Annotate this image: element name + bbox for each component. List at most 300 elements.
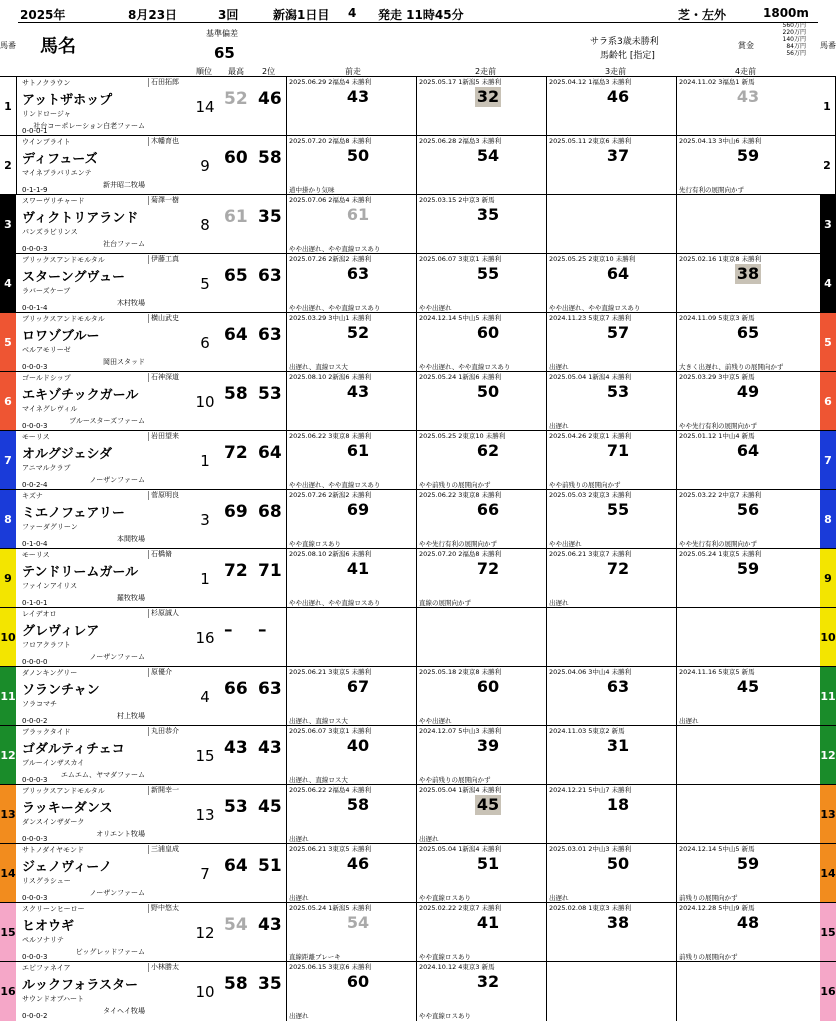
- race-info: 2025.04.26 2東京1 未勝利: [549, 432, 632, 440]
- second-figure: 63: [258, 679, 282, 699]
- best-figure: 64: [224, 856, 248, 876]
- horse-row: [0, 961, 836, 1021]
- race-figure: 49: [736, 382, 760, 401]
- horse-name: ゴダルティチェコ: [22, 742, 125, 757]
- race-figure: 37: [606, 146, 630, 165]
- horse-number-right: 2: [819, 136, 836, 195]
- year: 2025年: [20, 8, 66, 22]
- prev2-col-label: 2走前: [475, 67, 497, 76]
- owner-name: ビッグレッドファーム: [75, 948, 145, 956]
- race-info: 2024.12.07 5中山3 未勝利: [419, 727, 502, 735]
- best-figure: 69: [224, 502, 248, 522]
- owner-name: 村上牧場: [117, 712, 145, 720]
- race-figure: 53: [606, 382, 630, 401]
- horse-name: ソランチャン: [22, 683, 100, 698]
- race-cell: [676, 667, 807, 726]
- race-note: 出遅れ: [289, 1012, 309, 1020]
- race-note: やや直線ロスあり: [419, 953, 471, 961]
- race-note: やや前残りの展開向かず: [419, 776, 491, 784]
- race-info: 2024.12.14 5中山5 新馬: [679, 845, 755, 853]
- horse-row: [0, 135, 836, 195]
- race-cell: [546, 77, 677, 136]
- horse-row: [0, 725, 836, 785]
- num-label-right: 馬番: [820, 41, 836, 50]
- horse-number-left: 7: [0, 431, 16, 490]
- race-record: 0-0-0-2: [22, 1012, 48, 1020]
- race-info: 2025.05.18 2東京8 未勝利: [419, 668, 502, 676]
- best-figure: 72: [224, 561, 248, 581]
- race-info: 2025.06.22 2福島4 未勝利: [289, 786, 372, 794]
- race-cell: [416, 254, 547, 313]
- best-figure: 54: [224, 915, 248, 935]
- race-info: 2024.11.03 5東京2 新馬: [549, 727, 625, 735]
- owner-name: ブルースターズファーム: [69, 417, 145, 425]
- race-note: 先行有利の展開向かず: [679, 186, 744, 194]
- race-cell: [416, 77, 547, 136]
- race-cell: [286, 785, 417, 844]
- horse-name: ロワゾブルー: [22, 329, 100, 344]
- horse-row: [0, 902, 836, 962]
- best-figure: 52: [224, 89, 248, 109]
- prize-label: 賞金: [738, 41, 754, 50]
- race-figure: 63: [606, 677, 630, 696]
- jockey-name: 横山武史: [148, 314, 195, 323]
- rank-value: 10: [195, 982, 215, 1001]
- horse-number-left: 16: [0, 962, 16, 1021]
- race-info: 2024.12.21 5中山7 未勝利: [549, 786, 632, 794]
- speed-block: [216, 667, 286, 726]
- race-cell: [546, 844, 677, 903]
- race-record: 0-0-0-3: [22, 776, 48, 784]
- race-info: 2025.05.03 2東京3 未勝利: [549, 491, 632, 499]
- horse-block: [18, 726, 193, 785]
- second-figure: 35: [258, 974, 282, 994]
- race-cell: [546, 667, 677, 726]
- horse-row: [0, 666, 836, 726]
- race-figure: 35: [476, 205, 500, 224]
- race-figure: 59: [736, 559, 760, 578]
- race-record: 0-0-0-3: [22, 363, 48, 371]
- horse-block: [18, 667, 193, 726]
- sire-name: キズナ: [22, 492, 43, 500]
- race-figure: 62: [476, 441, 500, 460]
- horse-row: [0, 548, 836, 608]
- race-figure: 48: [736, 913, 760, 932]
- prize-1: 560万円: [782, 22, 806, 29]
- race-cell: [416, 785, 547, 844]
- best-figure: 43: [224, 738, 248, 758]
- race-figure: 64: [736, 441, 760, 460]
- race-info: 2025.05.04 1新潟4 未勝利: [549, 373, 632, 381]
- horse-number-right: 3: [820, 195, 836, 254]
- race-figure: 64: [606, 264, 630, 283]
- second-figure: 53: [258, 384, 282, 404]
- speed-block: [216, 785, 286, 844]
- race-note: 出遅れ: [549, 894, 569, 902]
- sire-name: モーリス: [22, 551, 50, 559]
- owner-name: 社台コーポレーション白老ファーム: [33, 122, 145, 130]
- race-note: 出遅れ: [289, 835, 309, 843]
- surface: 芝・左外: [678, 8, 727, 22]
- race-info: 2025.04.13 3中山6 未勝利: [679, 137, 762, 145]
- race-figure: 58: [346, 795, 370, 814]
- horse-number-right: 6: [820, 372, 836, 431]
- race-figure: 45: [736, 677, 760, 696]
- rank-col-label: 順位: [196, 67, 212, 76]
- race-info: 2025.06.21 3東京5 未勝利: [289, 845, 372, 853]
- sire-name: ブリックスアンドモルタル: [22, 315, 105, 323]
- race-figure: 43: [346, 382, 370, 401]
- rank-value: 13: [195, 805, 215, 824]
- race-record: 0-0-0-3: [22, 953, 48, 961]
- race-info: 2025.05.24 1東京5 未勝利: [679, 550, 762, 558]
- horse-row: [0, 194, 836, 254]
- race-info: 2025.06.21 3東京5 未勝利: [289, 668, 372, 676]
- horse-number-right: 4: [820, 254, 836, 313]
- speed-block: [216, 608, 286, 667]
- race-note: 出遅れ: [419, 835, 439, 843]
- race-cell: [546, 372, 677, 431]
- second-figure: 68: [258, 502, 282, 522]
- rank-value: 14: [195, 97, 215, 116]
- race-cell: [676, 490, 807, 549]
- race-note: やや出遅れ: [419, 717, 452, 725]
- race-note: やや出遅れ: [419, 304, 452, 312]
- sire-name: ブリックスアンドモルタル: [22, 256, 105, 264]
- horse-name: スターングヴュー: [22, 270, 125, 285]
- race-figure: 57: [606, 323, 630, 342]
- race-cell: [416, 667, 547, 726]
- race-note: 前残りの展開向かず: [679, 953, 738, 961]
- owner-name: ノーザンファーム: [89, 889, 145, 897]
- jockey-name: 石神深道: [148, 373, 195, 382]
- race-info: 2025.06.15 3東京6 未勝利: [289, 963, 372, 971]
- race-cell: [286, 903, 417, 962]
- sire-name: スワーヴリチャード: [22, 197, 85, 205]
- horse-number-left: 4: [0, 254, 16, 313]
- second-figure: 64: [258, 443, 282, 463]
- horse-number-right: 8: [820, 490, 836, 549]
- race-cell: [416, 549, 547, 608]
- horse-row: [0, 843, 836, 903]
- race-figure: 61: [346, 441, 370, 460]
- race-figure: 32: [476, 972, 500, 991]
- owner-name: 社台ファーム: [103, 240, 145, 248]
- dam-name: リンドロージャ: [22, 110, 71, 118]
- race-info: 2025.05.04 1新潟4 未勝利: [419, 845, 502, 853]
- horse-block: [18, 785, 193, 844]
- race-note: 大きく出遅れ、前残りの展開向かず: [679, 363, 784, 371]
- horse-block: [18, 490, 193, 549]
- race-record: 0-0-1-4: [22, 304, 48, 312]
- rank-value: 12: [195, 923, 215, 942]
- speed-block: [216, 903, 286, 962]
- owner-name: オリエント牧場: [96, 830, 145, 838]
- speed-block: [216, 254, 286, 313]
- sire-name: エピファネイア: [22, 964, 71, 972]
- prev3-col-label: 3走前: [605, 67, 627, 76]
- second-figure: 51: [258, 856, 282, 876]
- dam-name: ラバーズケーブ: [22, 287, 71, 295]
- dam-name: ベルアモリーゼ: [22, 346, 71, 354]
- race-note: 道中掛かり気味: [289, 186, 335, 194]
- race-note: 出遅れ: [549, 422, 569, 430]
- second-figure: 63: [258, 266, 282, 286]
- horse-number-left: 12: [0, 726, 16, 785]
- race-info: 2024.11.02 3福島1 新馬: [679, 78, 755, 86]
- rank-value: 9: [200, 156, 210, 175]
- race-info: 2025.05.11 2東京6 未勝利: [549, 137, 632, 145]
- base-value-label: 基準偏差: [206, 29, 238, 38]
- best-col-label: 最高: [228, 67, 244, 76]
- horse-name: ラッキーダンス: [22, 801, 113, 816]
- jockey-name: 石田拓郎: [148, 78, 195, 87]
- jockey-name: 丸田恭介: [148, 727, 195, 736]
- dam-name: ブルーインザスカイ: [22, 759, 85, 767]
- race-cell: [286, 195, 417, 254]
- horse-name: ジェノヴィーノ: [22, 860, 112, 875]
- race-cell-empty: [676, 962, 807, 1021]
- race-figure: 43: [346, 87, 370, 106]
- jockey-name: 菅原明良: [148, 491, 195, 500]
- race-info: 2025.06.07 3東京1 未勝利: [419, 255, 502, 263]
- race-figure: 41: [346, 559, 370, 578]
- jockey-name: 木幡育也: [148, 137, 195, 146]
- horse-block: [18, 136, 193, 195]
- horse-name: グレヴィレア: [22, 624, 100, 639]
- race-cell: [546, 313, 677, 372]
- race-cell: [286, 844, 417, 903]
- rank-value: 1: [200, 451, 210, 470]
- race-figure: 59: [736, 854, 760, 873]
- best-figure: 66: [224, 679, 248, 699]
- race-cell: [286, 254, 417, 313]
- race-cell: [676, 844, 807, 903]
- horse-number-right: 12: [820, 726, 836, 785]
- horse-number-right: 1: [819, 77, 836, 136]
- horse-row: [0, 371, 836, 431]
- race-info: 2024.10.12 4東京3 新馬: [419, 963, 495, 971]
- second-figure: 63: [258, 325, 282, 345]
- dam-name: ファーダグリーン: [22, 523, 78, 531]
- horse-number-left: 11: [0, 667, 16, 726]
- race-figure: 72: [606, 559, 630, 578]
- race-cell: [676, 903, 807, 962]
- race-info: 2025.04.12 1福島3 未勝利: [549, 78, 632, 86]
- race-cell-empty: [416, 608, 547, 667]
- jockey-name: 原優介: [148, 668, 195, 677]
- race-info: 2025.05.04 1新潟4 未勝利: [419, 786, 502, 794]
- second-figure: 58: [258, 148, 282, 168]
- rank-value: 16: [195, 628, 215, 647]
- race-note: 出遅れ、直線ロス大: [289, 717, 348, 725]
- jockey-name: 三浦皇成: [148, 845, 195, 854]
- jockey-name: 小林勝太: [148, 963, 195, 972]
- second-col-label: 2位: [262, 67, 276, 76]
- race-record: 0-1-0-4: [22, 540, 48, 548]
- distance: 1800m: [763, 6, 809, 20]
- horse-number-right: 9: [820, 549, 836, 608]
- kai: 3回: [218, 8, 239, 22]
- race-note: やや出遅れ、やや直線ロスあり: [419, 363, 511, 371]
- race-cell: [676, 549, 807, 608]
- speed-block: [216, 844, 286, 903]
- race-cell: [286, 313, 417, 372]
- horse-row: [0, 253, 836, 313]
- race-note: やや直線ロスあり: [289, 540, 341, 548]
- race-figure: 63: [346, 264, 370, 283]
- horse-block: [18, 608, 193, 667]
- race-figure: 39: [476, 736, 500, 755]
- rank-value: 3: [200, 510, 210, 529]
- race-info: 2025.02.22 2東京7 未勝利: [419, 904, 502, 912]
- race-cell: [676, 313, 807, 372]
- rank-value: 15: [195, 746, 215, 765]
- prev1-col-label: 前走: [345, 67, 361, 76]
- horse-block: [18, 254, 193, 313]
- race-info: 2025.07.06 2福島4 未勝利: [289, 196, 372, 204]
- owner-name: 木村牧場: [117, 299, 145, 307]
- race-figure: 45: [476, 795, 500, 814]
- race-cell-empty: [546, 962, 677, 1021]
- rank-value: 4: [200, 687, 210, 706]
- second-figure: 43: [258, 738, 282, 758]
- second-figure: –: [258, 620, 267, 640]
- race-info: 2025.03.29 3中山1 未勝利: [289, 314, 372, 322]
- race-cell: [416, 490, 547, 549]
- base-value: 65: [214, 44, 235, 62]
- horse-name: ヒオウギ: [22, 919, 75, 934]
- race-cell-empty: [546, 608, 677, 667]
- rank-value: 5: [200, 274, 210, 293]
- race-record: 0-0-2-4: [22, 481, 48, 489]
- dam-name: パンズラビリンス: [22, 228, 78, 236]
- best-figure: 60: [224, 148, 248, 168]
- race-cell: [676, 254, 807, 313]
- race-record: 0-0-0-0: [22, 658, 48, 666]
- race-class: サラ系3歳未勝利: [590, 37, 659, 47]
- race-figure: 54: [346, 913, 370, 932]
- horse-row: [0, 312, 836, 372]
- race-note: やや直線ロスあり: [419, 894, 471, 902]
- race-note: 出遅れ: [679, 717, 699, 725]
- speed-block: [216, 490, 286, 549]
- race-cell: [546, 136, 677, 195]
- race-figure: 71: [606, 441, 630, 460]
- date: 8月23日: [128, 8, 178, 22]
- rank-value: 6: [200, 333, 210, 352]
- horse-name: エキゾチックガール: [22, 388, 139, 403]
- race-cell-empty: [676, 195, 807, 254]
- horse-name: ディフューズ: [22, 152, 98, 167]
- horse-name: テンドリームガール: [22, 565, 139, 580]
- race-note: 直線の展開向かず: [419, 599, 471, 607]
- race-info: 2025.07.26 2新潟2 未勝利: [289, 255, 372, 263]
- race-figure: 43: [736, 87, 760, 106]
- prev4-col-label: 4走前: [735, 67, 757, 76]
- jockey-name: 新開幸一: [148, 786, 195, 795]
- race-info: 2025.05.25 2東京10 未勝利: [549, 255, 636, 263]
- rank-value: 7: [200, 864, 210, 883]
- horse-number-left: 15: [0, 903, 16, 962]
- race-info: 2025.06.28 2福島3 未勝利: [419, 137, 502, 145]
- speed-block: [216, 372, 286, 431]
- race-figure: 50: [476, 382, 500, 401]
- race-info: 2025.02.08 1東京3 未勝利: [549, 904, 632, 912]
- race-note: 直線距離ブレーキ: [289, 953, 341, 961]
- race-no: 4: [348, 6, 357, 20]
- owner-name: ノーザンファーム: [89, 653, 145, 661]
- race-record: 0-0-0-3: [22, 245, 48, 253]
- dam-name: アニマルクラブ: [22, 464, 71, 472]
- horse-number-right: 10: [820, 608, 836, 667]
- best-figure: 61: [224, 207, 248, 227]
- race-note: やや出遅れ: [549, 540, 582, 548]
- horse-name: ヴィクトリアランド: [22, 211, 139, 226]
- horse-row: [0, 430, 836, 490]
- race-info: 2025.02.16 1東京8 未勝利: [679, 255, 762, 263]
- race-cell: [546, 431, 677, 490]
- race-figure: 59: [736, 146, 760, 165]
- race-record: 0-1-0-1: [22, 599, 48, 607]
- prize-3: 140万円: [782, 36, 806, 43]
- owner-name: 岡田スタッド: [103, 358, 145, 366]
- horse-row: [0, 784, 836, 844]
- dam-name: リスグラシュー: [22, 877, 71, 885]
- horse-number-left: 10: [0, 608, 16, 667]
- jockey-name: 岩田望来: [148, 432, 195, 441]
- race-figure: 52: [346, 323, 370, 342]
- race-figure: 60: [476, 677, 500, 696]
- race-figure: 38: [736, 264, 760, 283]
- rank-value: 8: [200, 215, 210, 234]
- race-cell: [546, 903, 677, 962]
- sire-name: スクリーンヒーロー: [22, 905, 85, 913]
- race-info: 2024.12.14 5中山5 未勝利: [419, 314, 502, 322]
- race-cell-empty: [676, 785, 807, 844]
- sire-name: ゴールドシップ: [22, 374, 71, 382]
- second-figure: 43: [258, 915, 282, 935]
- prize-list: [770, 22, 806, 57]
- header-topbar: [18, 4, 818, 23]
- race-info: 2025.05.17 1新潟5 未勝利: [419, 78, 502, 86]
- race-figure: 51: [476, 854, 500, 873]
- horse-number-right: 13: [820, 785, 836, 844]
- sire-name: ブリックスアンドモルタル: [22, 787, 105, 795]
- horse-name: ミエノフェアリー: [22, 506, 125, 521]
- owner-name: 羅牧牧場: [117, 594, 145, 602]
- race-cell: [286, 962, 417, 1021]
- second-figure: 35: [258, 207, 282, 227]
- horse-block: [18, 313, 193, 372]
- race-info: 2025.01.12 1中山4 新馬: [679, 432, 755, 440]
- race-note: やや直線ロスあり: [419, 1012, 471, 1020]
- second-figure: 71: [258, 561, 282, 581]
- horse-row: [0, 489, 836, 549]
- prize-2: 220万円: [782, 29, 806, 36]
- race-figure: 55: [606, 500, 630, 519]
- horse-number-left: 5: [0, 313, 16, 372]
- race-cell: [416, 844, 547, 903]
- race-cell: [416, 136, 547, 195]
- horse-block: [18, 77, 193, 136]
- race-cell-empty: [546, 195, 677, 254]
- race-cell: [546, 785, 677, 844]
- race-figure: 61: [346, 205, 370, 224]
- owner-name: エムエム、ヤマダファーム: [60, 771, 145, 779]
- race-cell: [286, 372, 417, 431]
- race-info: 2025.06.21 3東京7 未勝利: [549, 550, 632, 558]
